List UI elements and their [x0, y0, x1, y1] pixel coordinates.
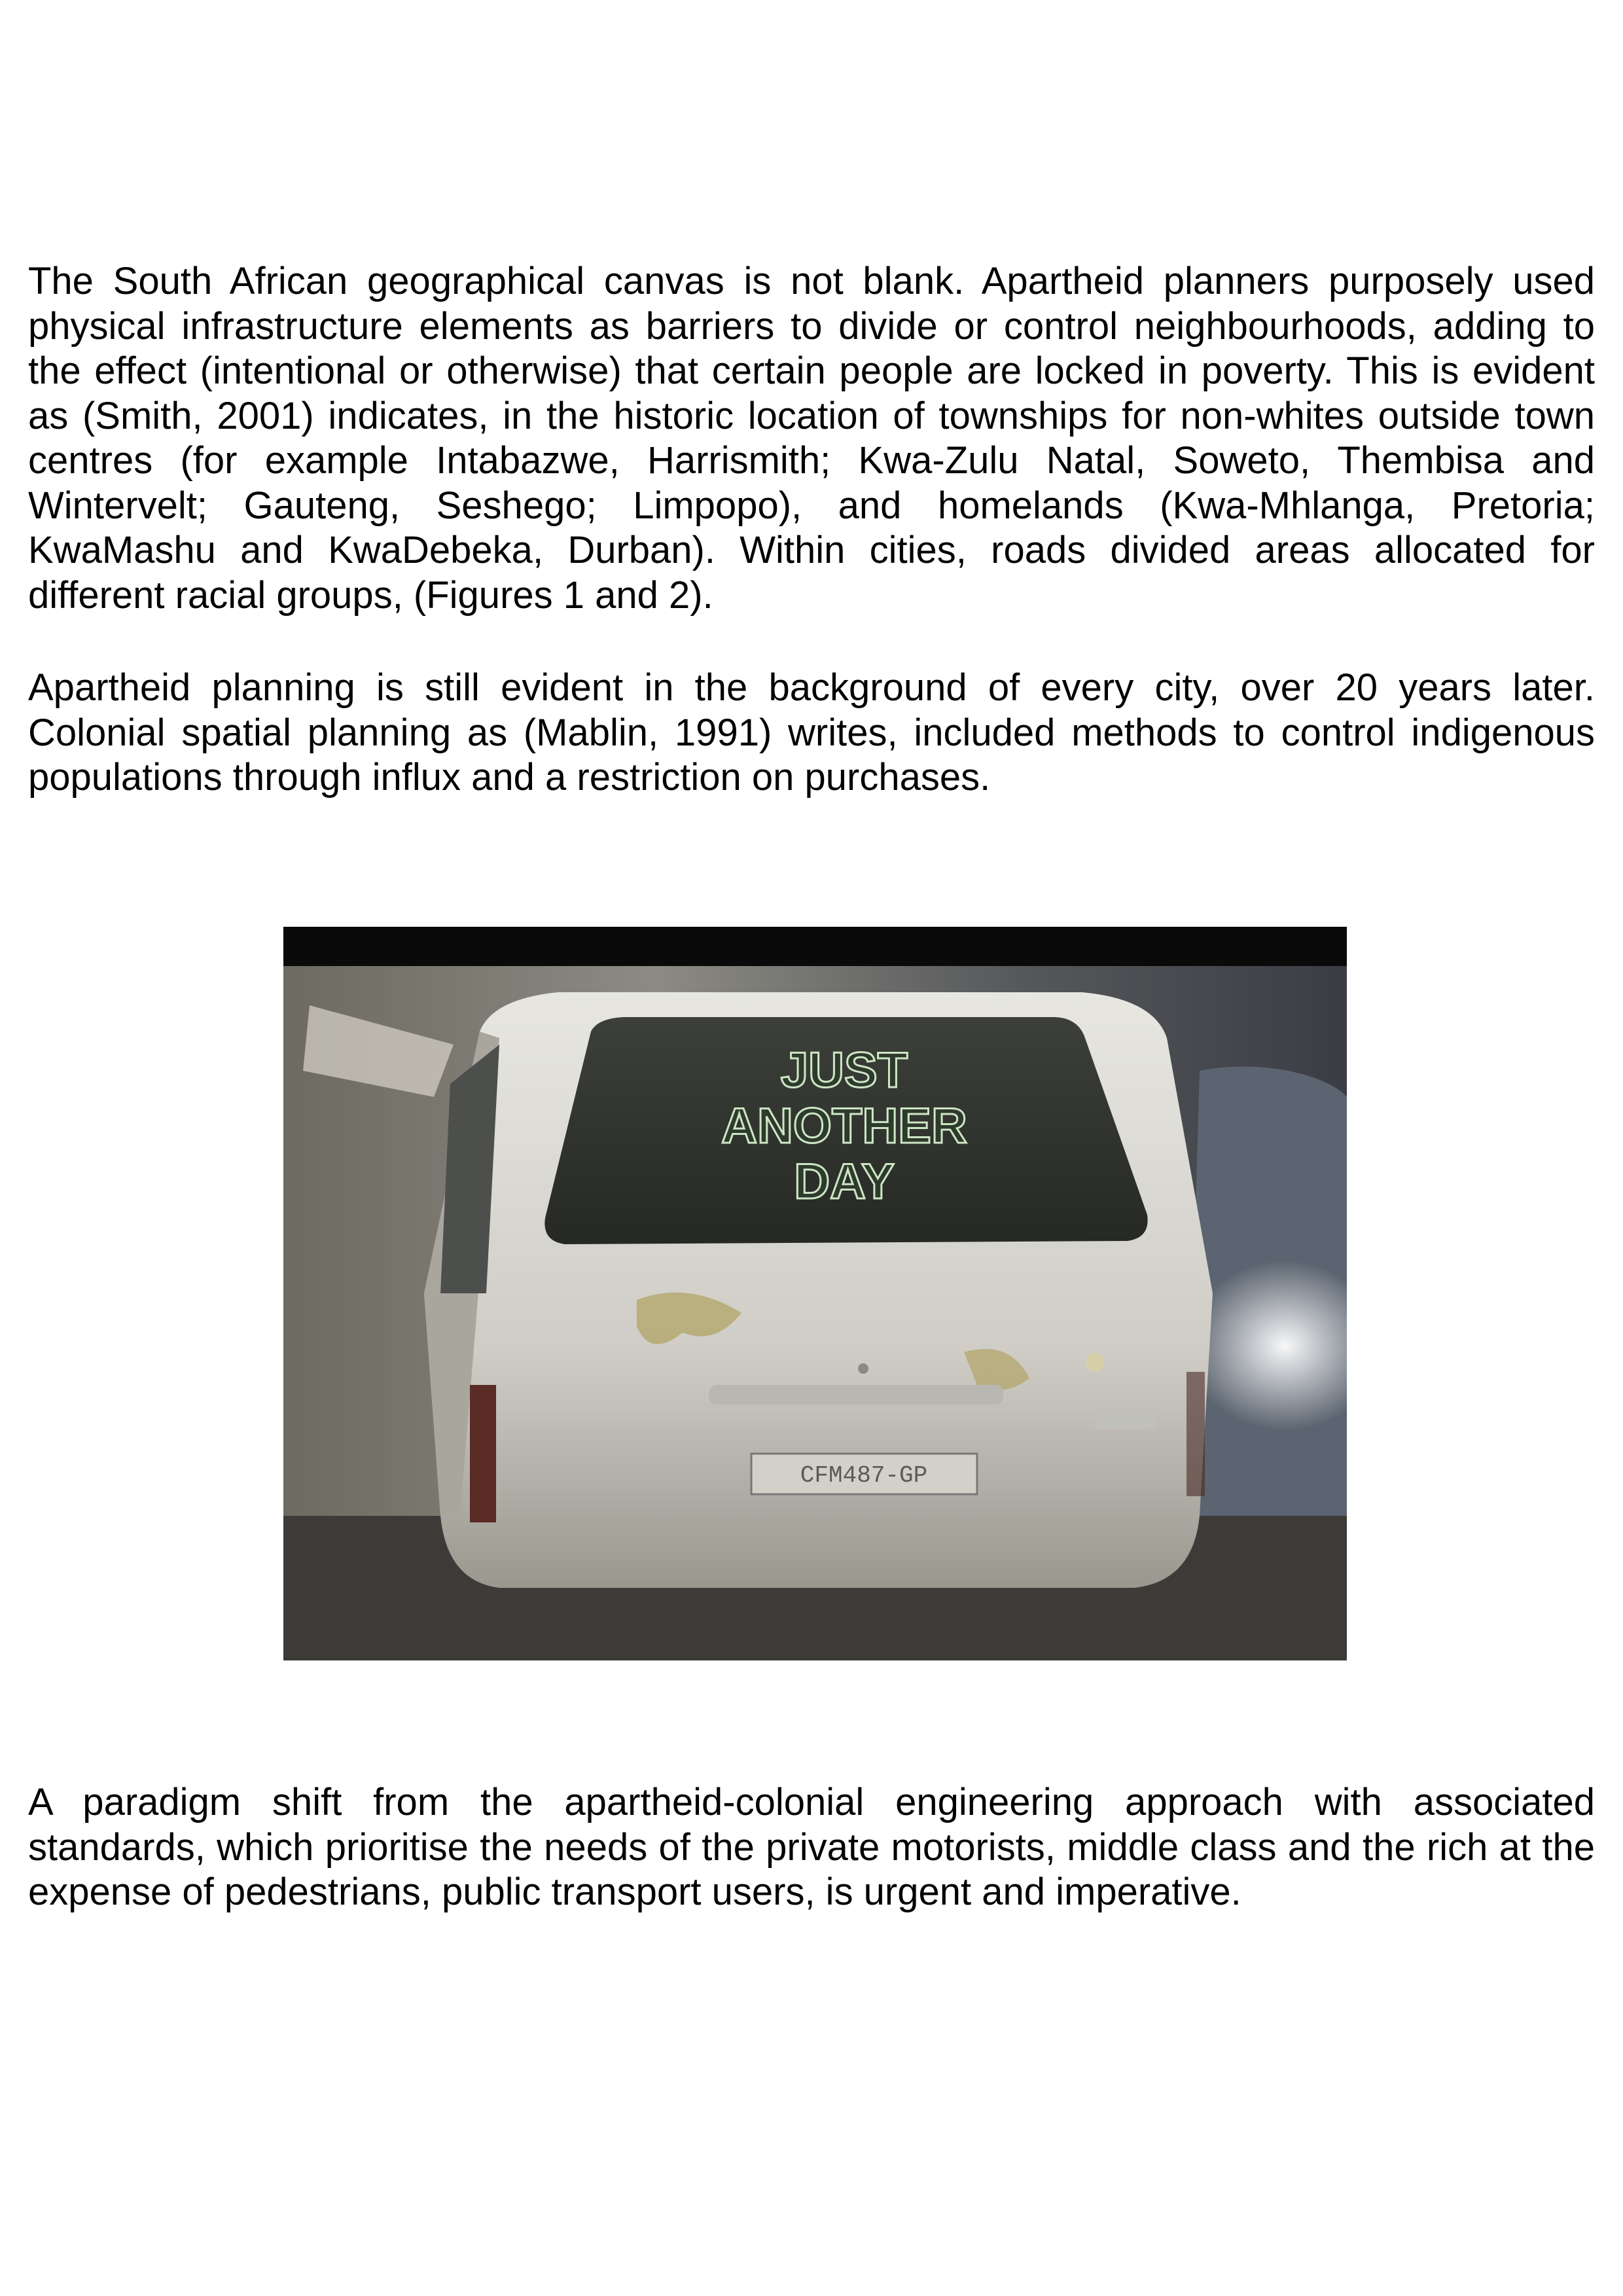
sign-line-2: ANOTHER — [721, 1098, 967, 1154]
paragraph-paradigm-shift: A paradigm shift from the apartheid-colonial engineering approach with associated standards, which prioritise the needs of the private motorists, middle class and the rich at the expense of pedestrians, public transport users, is urgent and imperative. — [28, 1781, 1595, 1913]
license-plate: CFM487-GP — [800, 1462, 928, 1489]
sign-line-3: DAY — [794, 1154, 895, 1210]
sign-line-1: JUST — [780, 1043, 908, 1098]
paragraph-apartheid-planning: Apartheid planning is still evident in the background of every city, over 20 years later. Colonial spatial planning as (Mablin, 1991) writes, included methods to control indigenous populations through influx and a restriction on purchases. — [28, 666, 1595, 798]
paragraph-intro: The South African geographical canvas is not blank. Apartheid planners purposely used physical infrastructure elements as barriers to divide or control neighbourhoods, adding to the effect (intentional or otherwise) that certain people are locked in poverty. This is evident as (Smith, 2001) indicates, in the historic location of townships for non-whites outside town centres (for example Intabazwe, Harrismith; Kwa-Zulu Natal, Soweto, Thembisa and Wintervelt; Gauteng, Seshego; Limpopo), and homelands (Kwa-Mhlanga, Pretoria; KwaMashu and KwaDebeka, Durban). Within cities, roads divided areas allocated for different racial groups, (Figures 1 and 2). — [28, 260, 1595, 617]
photo-illustration — [283, 927, 1347, 1660]
figure-photo-minibus-taxi — [283, 927, 1347, 1660]
